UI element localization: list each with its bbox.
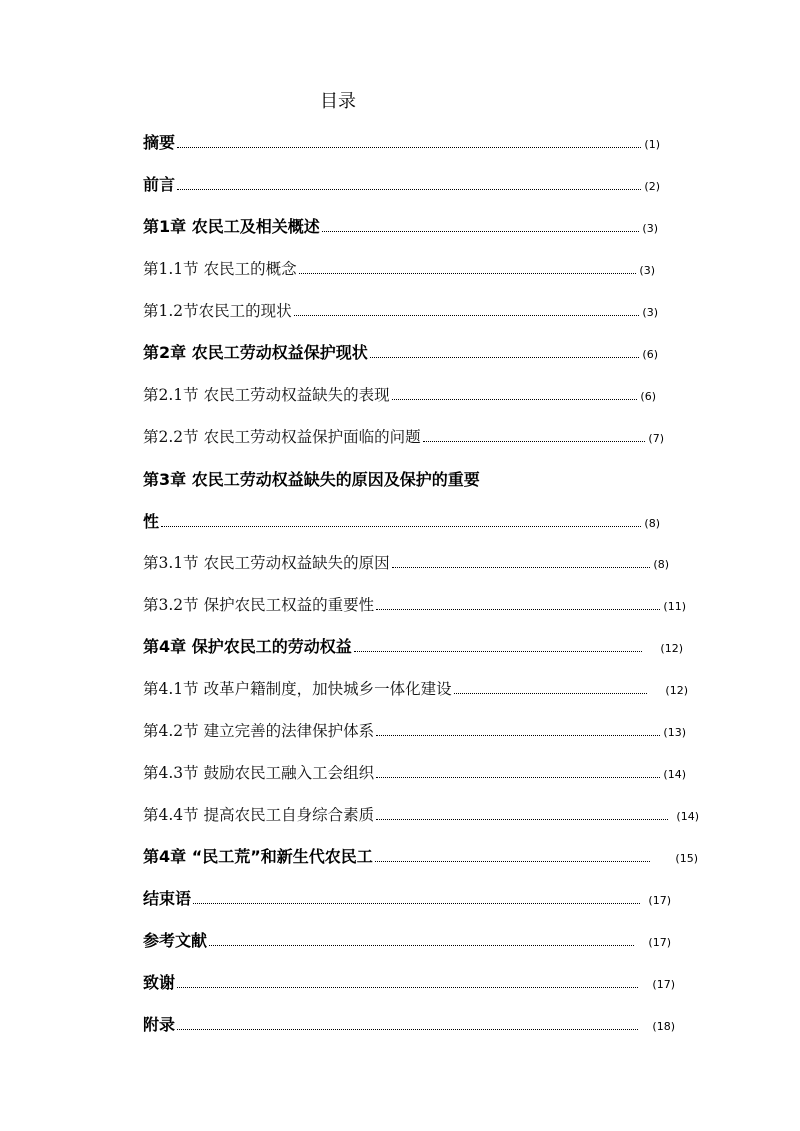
toc-entry-page: (14) xyxy=(663,768,686,781)
toc-entry-page: (11) xyxy=(663,600,686,613)
dot-leader xyxy=(376,731,660,736)
toc-entry-page: (2) xyxy=(644,180,660,193)
toc-entry-label: 第4章 “民工荒”和新生代农民工 xyxy=(143,847,373,866)
dot-leader xyxy=(376,815,668,820)
toc-entry-page: (7) xyxy=(648,432,664,445)
dot-leader xyxy=(177,143,641,148)
dot-leader xyxy=(376,773,660,778)
toc-entry-label: 第4.2节 建立完善的法律保护体系 xyxy=(143,722,375,740)
toc-entry-page: (15) xyxy=(675,852,698,865)
dot-leader xyxy=(299,269,637,274)
toc-entry-page: (12) xyxy=(665,684,688,697)
toc-entry-section-4-4[interactable] xyxy=(143,801,699,825)
toc-entry-page: (3) xyxy=(639,264,655,277)
toc-entry-appendix[interactable] xyxy=(143,1011,675,1035)
toc-entry-page: (17) xyxy=(648,894,671,907)
toc-entry-section-2-1[interactable] xyxy=(143,381,656,405)
toc-entry-label: 性 xyxy=(143,512,160,531)
dot-leader xyxy=(370,353,640,358)
toc-entry-label: 参考文献 xyxy=(143,931,208,950)
dot-leader xyxy=(177,185,641,190)
toc-entry-page: (14) xyxy=(676,810,699,823)
toc-entry-label: 第4章 保护农民工的劳动权益 xyxy=(143,637,352,656)
toc-entry-section-1-1[interactable] xyxy=(143,255,655,279)
dot-leader xyxy=(375,857,651,862)
toc-entry-label: 第4.1节 改革户籍制度，加快城乡一体化建设 xyxy=(143,680,452,698)
toc-entry-label: 结束语 xyxy=(143,889,192,908)
dot-leader xyxy=(294,311,640,316)
toc-entry-page: (6) xyxy=(640,390,656,403)
dot-leader xyxy=(392,563,651,568)
toc-entry-label: 第3章 农民工劳动权益缺失的原因及保护的重要 xyxy=(143,470,480,489)
toc-entry-chapter-1[interactable] xyxy=(143,213,658,237)
toc-entry-page: (17) xyxy=(648,936,671,949)
toc-entry-label: 第2章 农民工劳动权益保护现状 xyxy=(143,343,368,362)
toc-entry-acknowledgements[interactable] xyxy=(143,969,675,993)
dot-leader xyxy=(177,983,638,988)
toc-title: 目录 xyxy=(320,91,356,112)
toc-entry-label: 第3.1节 农民工劳动权益缺失的原因 xyxy=(143,554,390,572)
toc-entry-page: (1) xyxy=(644,138,660,151)
toc-entry-conclusion[interactable] xyxy=(143,885,671,909)
toc-entry-page: (6) xyxy=(642,348,658,361)
toc-entry-chapter-3[interactable] xyxy=(143,466,563,490)
toc-entry-chapter-3-continued[interactable] xyxy=(143,508,660,532)
toc-entry-label: 摘要 xyxy=(143,133,176,152)
dot-leader xyxy=(354,647,643,652)
toc-entry-label: 第1.2节农民工的现状 xyxy=(143,302,292,320)
toc-entry-references[interactable] xyxy=(143,927,671,951)
toc-entry-label: 附录 xyxy=(143,1015,176,1034)
toc-entry-label: 第3.2节 保护农民工权益的重要性 xyxy=(143,596,375,614)
toc-entry-section-3-1[interactable] xyxy=(143,549,669,573)
dot-leader xyxy=(209,941,634,946)
toc-entry-label: 第2.1节 农民工劳动权益缺失的表现 xyxy=(143,386,390,404)
toc-entry-page: (3) xyxy=(642,306,658,319)
toc-entry-section-4-2[interactable] xyxy=(143,717,686,741)
dot-leader xyxy=(177,1025,638,1030)
toc-entry-label: 致谢 xyxy=(143,973,176,992)
dot-leader xyxy=(376,605,660,610)
dot-leader xyxy=(161,522,641,527)
toc-entry-label: 第2.2节 农民工劳动权益保护面临的问题 xyxy=(143,428,421,446)
dot-leader xyxy=(454,689,648,694)
dot-leader xyxy=(193,899,640,904)
toc-entry-section-4-1[interactable] xyxy=(143,675,688,699)
toc-entry-label: 前言 xyxy=(143,175,176,194)
toc-entry-label: 第1章 农民工及相关概述 xyxy=(143,217,320,236)
toc-entry-preface[interactable] xyxy=(143,171,660,195)
toc-entry-chapter-4[interactable] xyxy=(143,633,683,657)
toc-entry-label: 第1.1节 农民工的概念 xyxy=(143,260,297,278)
toc-entry-chapter-2[interactable] xyxy=(143,339,658,363)
dot-leader xyxy=(392,395,638,400)
toc-entry-page: (8) xyxy=(653,558,669,571)
toc-entry-page: (8) xyxy=(644,517,660,530)
dot-leader xyxy=(423,437,646,442)
toc-entry-section-4-3[interactable] xyxy=(143,759,686,783)
toc-entry-label: 第4.3节 鼓励农民工融入工会组织 xyxy=(143,764,375,782)
toc-entry-page: (18) xyxy=(652,1020,675,1033)
toc-entry-page: (17) xyxy=(652,978,675,991)
toc-entry-section-3-2[interactable] xyxy=(143,591,686,615)
toc-entry-section-1-2[interactable] xyxy=(143,297,658,321)
toc-entry-section-2-2[interactable] xyxy=(143,423,664,447)
toc-entry-page: (12) xyxy=(660,642,683,655)
toc-entry-chapter-4-labor-shortage[interactable] xyxy=(143,843,698,867)
toc-entry-label: 第4.4节 提高农民工自身综合素质 xyxy=(143,806,375,824)
toc-entry-page: (3) xyxy=(642,222,658,235)
toc-entry-abstract[interactable] xyxy=(143,129,660,153)
toc-entry-page: (13) xyxy=(663,726,686,739)
dot-leader xyxy=(322,227,640,232)
